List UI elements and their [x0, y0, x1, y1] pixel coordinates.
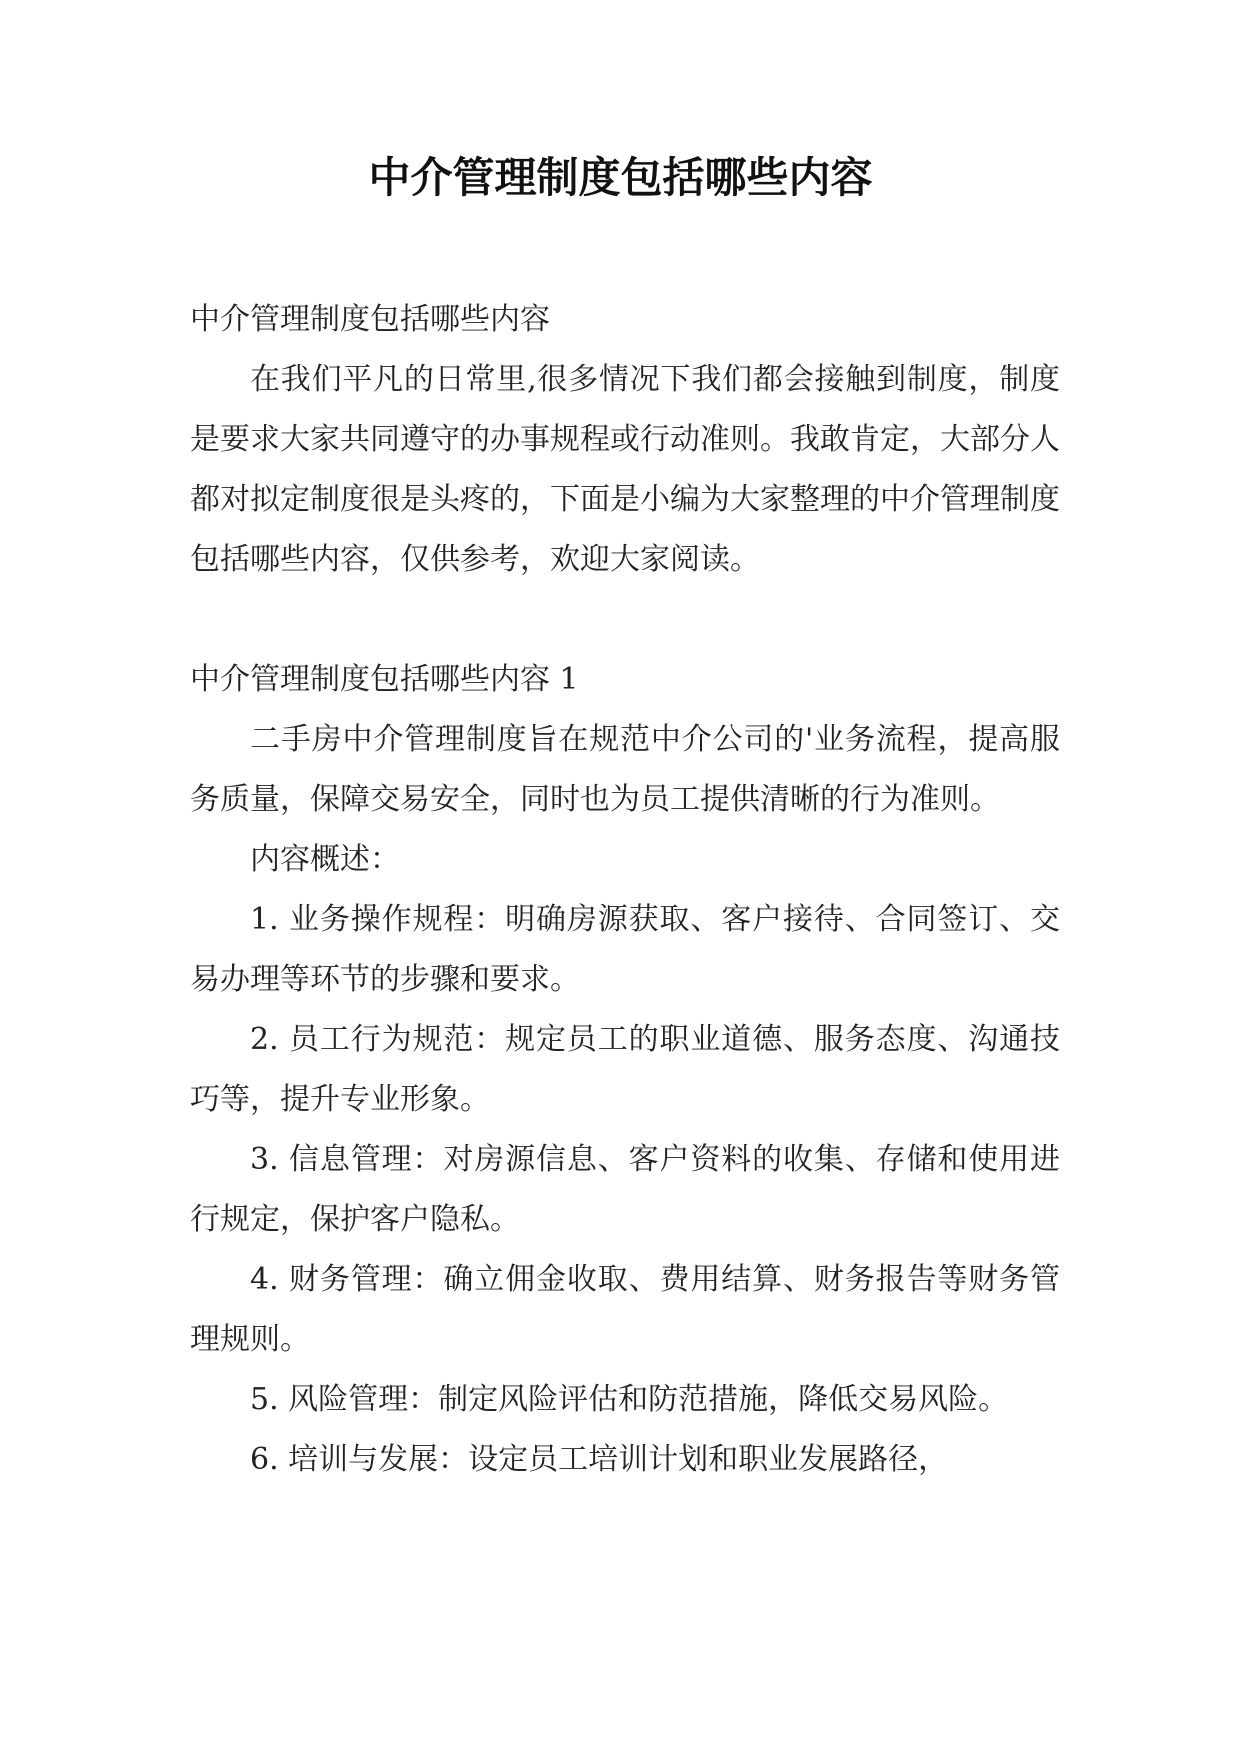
list-item: 2. 员工行为规范：规定员工的职业道德、服务态度、沟通技巧等，提升专业形象。 — [190, 1022, 1060, 1117]
list-item: 3. 信息管理：对房源信息、客户资料的收集、存储和使用进行规定，保护客户隐私。 — [190, 1142, 1060, 1237]
list-item: 5. 风险管理：制定风险评估和防范措施，降低交易风险。 — [250, 1382, 1009, 1417]
document-body — [190, 290, 1060, 1490]
intro-paragraph: 在我们平凡的日常里,很多情况下我们都会接触到制度，制度是要求大家共同遵守的办事规程或行动准则。我敢肯定，大部分人都对拟定制度很是头疼的，下面是小编为大家整理的中介管理制度包括哪些内容，仅供参考，欢迎大家阅读。 — [190, 362, 1060, 577]
intro-heading: 中介管理制度包括哪些内容 — [190, 302, 550, 337]
list-item: 4. 财务管理：确立佣金收取、费用结算、财务报告等财务管理规则。 — [190, 1262, 1060, 1357]
overview-label: 内容概述： — [250, 842, 400, 877]
list-item: 1. 业务操作规程：明确房源获取、客户接待、合同签订、交易办理等环节的步骤和要求。 — [190, 902, 1060, 997]
paragraph-spacer — [190, 590, 1060, 650]
list-item: 6. 培训与发展：设定员工培训计划和职业发展路径， — [250, 1442, 949, 1477]
section-1-heading: 中介管理制度包括哪些内容 1 — [190, 662, 579, 697]
document-title: 中介管理制度包括哪些内容 — [368, 153, 873, 202]
section-1-paragraph: 二手房中介管理制度旨在规范中介公司的'业务流程，提高服务质量，保障交易安全，同时也为员工提供清晰的行为准则。 — [190, 722, 1060, 817]
